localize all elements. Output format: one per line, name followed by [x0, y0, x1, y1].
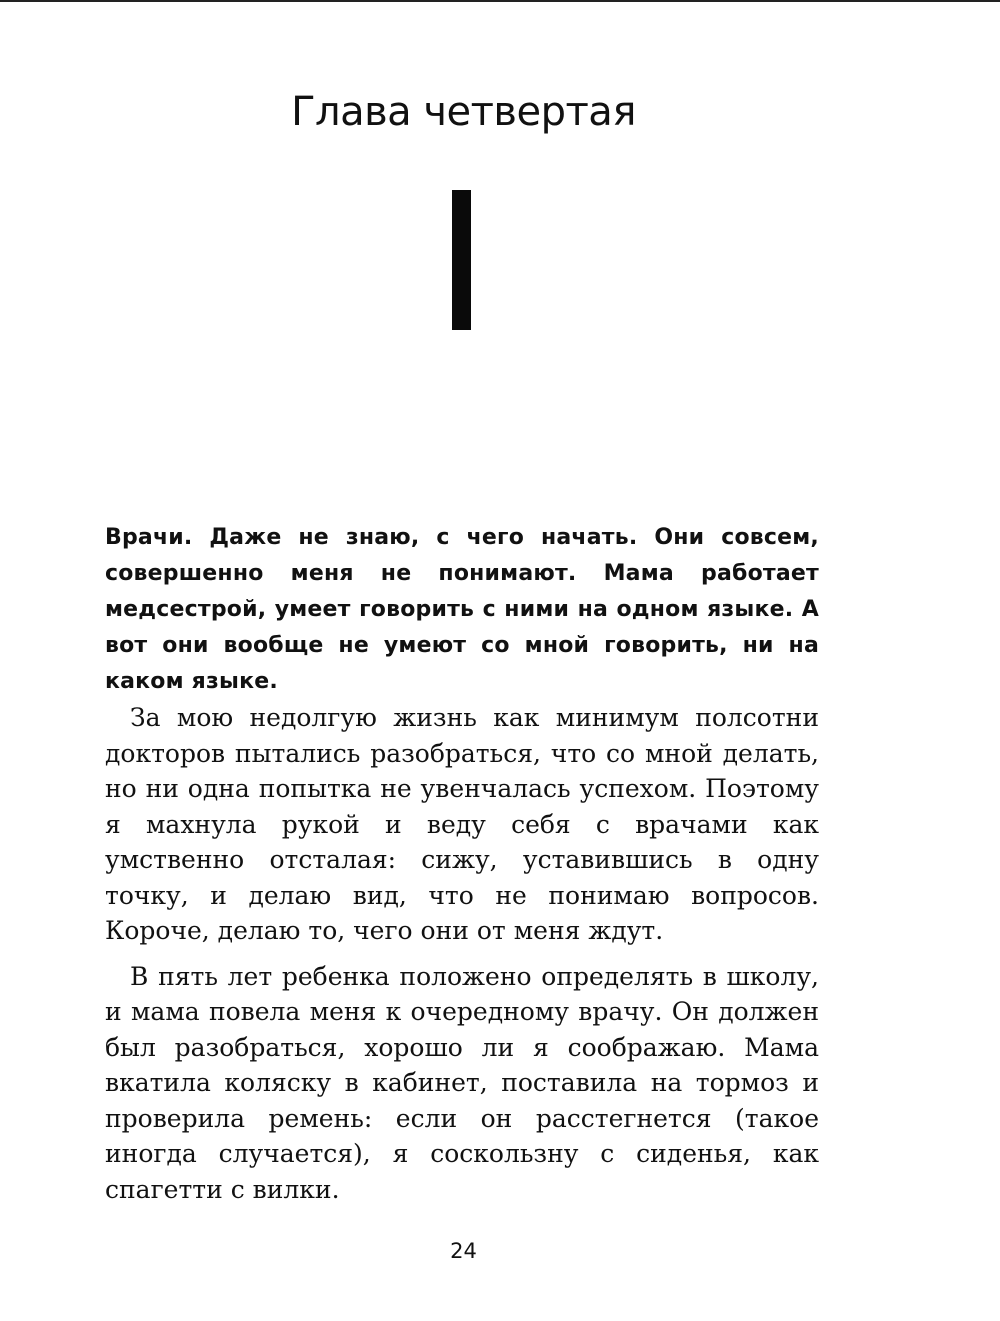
page-number: 24: [450, 1239, 477, 1263]
chapter-number-numeral: 1: [452, 190, 471, 330]
body-paragraph-2: В пять лет ребенка положено определять в школу, и мама повела меня к очередному врачу. Он должен был разобраться, хорошо ли я соображаю. Мама вкатила коляску в кабинет, поставила на тормоз и проверила ремень: если он расстегнется (такое иногда случается), я соскользну с сиденья, как спагетти с вилки.: [105, 961, 819, 1204]
body-paragraph-1: За мою недолгую жизнь как минимум полсотни докторов пытались разобраться, что со мной делать, но ни одна попытка не увенчалась успехом. Поэтому я махнула рукой и веду себя с врачами как умственно отсталая: сижу, уставившись в одну точку, и делаю вид, что не понимаю вопросов. Короче, делаю то, чего они от меня ждут.: [105, 703, 819, 945]
chapter-title: Глава четвертая: [291, 89, 636, 135]
chapter-body: [105, 520, 819, 1207]
top-border-line: [0, 0, 1000, 2]
lead-paragraph: Врачи. Даже не знаю, с чего начать. Они совсем, совершенно меня не понимают. Мама работает медсестрой, умеет говорить с ними на одном языке. А вот они вообще не умеют со мной говорить, ни на каком языке.: [105, 525, 819, 694]
